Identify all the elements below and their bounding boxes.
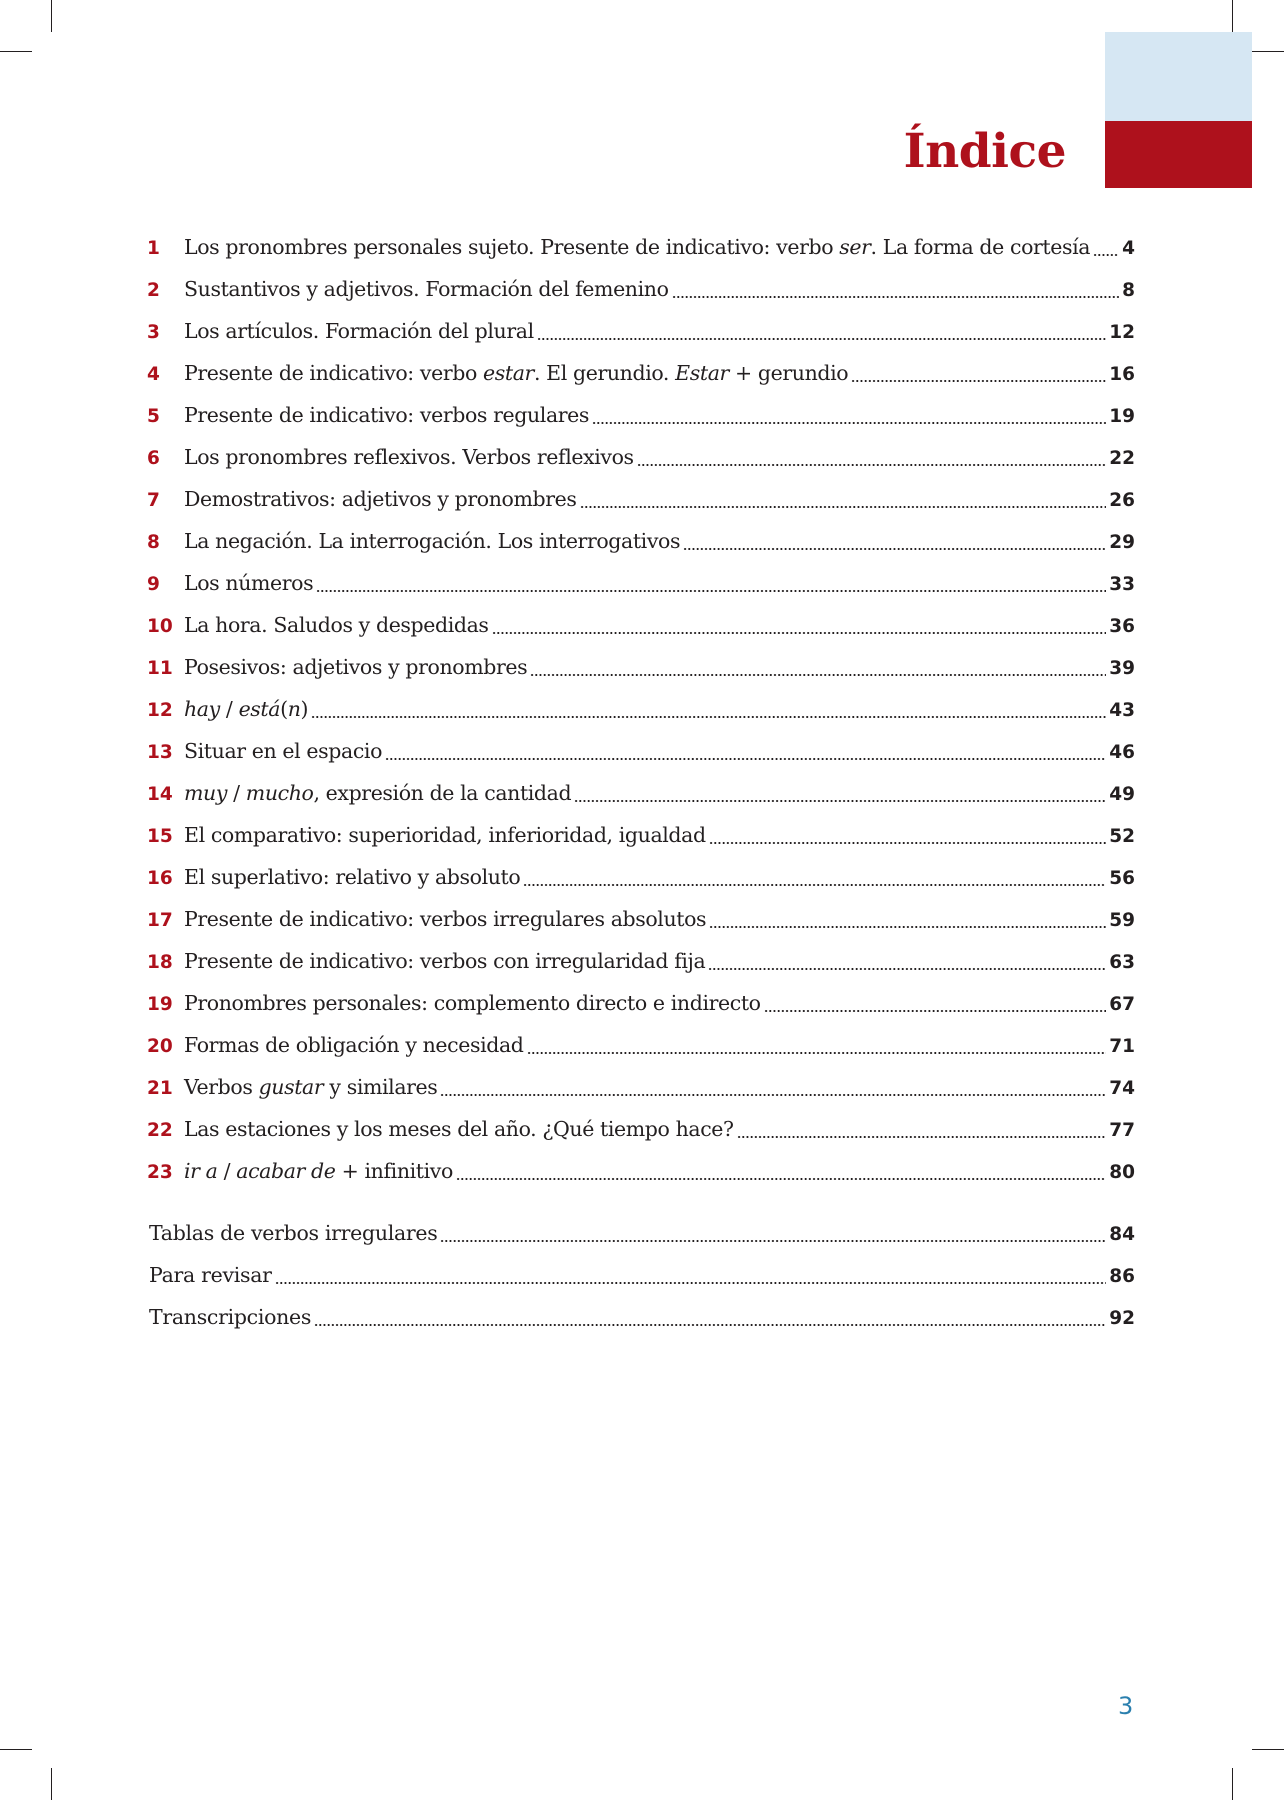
toc-entry [147, 898, 1135, 940]
chapter-title [184, 562, 313, 604]
appendix-entry [149, 1254, 1135, 1296]
toc-entry [147, 1024, 1135, 1066]
chapter-title-text: / [227, 781, 246, 805]
appendix-entry [149, 1212, 1135, 1254]
chapter-title-text: Presente de indicativo: verbos irregulares absolutos [184, 907, 707, 931]
dot-leader [764, 982, 1107, 1024]
chapter-title [184, 772, 571, 814]
chapter-title-text: El superlativo: relativo y absoluto [184, 865, 521, 889]
chapter-number: 14 [147, 784, 173, 805]
toc-entry [147, 394, 1135, 436]
chapter-title [184, 646, 527, 688]
crop-mark [1232, 0, 1233, 32]
toc-entry [147, 1066, 1135, 1108]
page-ref: 67 [1109, 994, 1135, 1015]
crop-mark [51, 1768, 52, 1800]
chapter-title-italic: muy [184, 781, 228, 805]
toc-entry [147, 688, 1135, 730]
header-light-block [1105, 32, 1252, 121]
chapter-number: 17 [147, 910, 173, 931]
chapter-title-text: La hora. Saludos y despedidas [184, 613, 489, 637]
chapter-title-text: Verbos [184, 1075, 259, 1099]
dot-leader [492, 604, 1107, 646]
dot-leader [456, 1150, 1106, 1192]
chapter-number: 2 [147, 280, 160, 301]
toc-entry [147, 730, 1135, 772]
page-ref: 46 [1109, 742, 1135, 763]
page-ref: 36 [1109, 616, 1135, 637]
toc-entry [147, 268, 1135, 310]
crop-mark [0, 51, 32, 52]
page-ref: 43 [1109, 700, 1135, 721]
chapter-title-italic: mucho [245, 781, 314, 805]
chapter-title-text: El comparativo: superioridad, inferioridad, igualdad [184, 823, 706, 847]
dot-leader [523, 856, 1106, 898]
chapter-title-text: Situar en el espacio [184, 739, 383, 763]
chapter-title [184, 730, 382, 772]
page-ref: 86 [1109, 1266, 1135, 1287]
crop-mark [1252, 51, 1284, 52]
chapter-title-text: Demostrativos: adjetivos y pronombres [184, 487, 577, 511]
toc-entry [147, 646, 1135, 688]
chapter-title-italic: acabar de [236, 1159, 336, 1183]
toc-entry [147, 1150, 1135, 1192]
page-ref: 16 [1109, 364, 1135, 385]
page-title: Índice [903, 124, 1066, 179]
chapter-title-text: Los pronombres personales sujeto. Presente de indicativo: verbo [184, 235, 840, 259]
toc-entry [147, 436, 1135, 478]
chapter-title-italic: n [287, 697, 301, 721]
page-ref: 39 [1109, 658, 1135, 679]
dot-leader [311, 688, 1106, 730]
appendix-title: Transcripciones [149, 1305, 312, 1329]
chapter-title-text: Los artículos. Formación del plural [184, 319, 534, 343]
dot-leader [314, 1296, 1106, 1338]
chapter-title [184, 268, 669, 310]
dot-leader [708, 940, 1106, 982]
dot-leader [709, 814, 1107, 856]
page-ref: 4 [1122, 238, 1135, 259]
chapter-title-text: Presente de indicativo: verbos con irregularidad fija [184, 949, 706, 973]
chapter-title [184, 1108, 734, 1150]
chapter-title-italic: ser [839, 235, 871, 259]
table-of-contents [147, 226, 1135, 1192]
chapter-title-text: + gerundio [728, 361, 849, 385]
chapter-number: 19 [147, 994, 173, 1015]
crop-mark [0, 1749, 32, 1750]
dot-leader [580, 478, 1107, 520]
chapter-title-italic: hay [184, 697, 220, 721]
chapter-title-italic: estar [483, 361, 534, 385]
appendix-list [149, 1212, 1135, 1338]
toc-entry [147, 982, 1135, 1024]
dot-leader [440, 1066, 1106, 1108]
page-ref: 49 [1109, 784, 1135, 805]
chapter-title-text: y similares [323, 1075, 438, 1099]
chapter-number: 18 [147, 952, 173, 973]
page-ref: 29 [1109, 532, 1135, 553]
chapter-title [184, 394, 589, 436]
toc-entry [147, 772, 1135, 814]
toc-entry [147, 562, 1135, 604]
toc-entry [147, 814, 1135, 856]
chapter-title-text: ) [300, 697, 309, 721]
chapter-title-text: / [219, 697, 239, 721]
dot-leader [440, 1212, 1106, 1254]
chapter-title [184, 856, 520, 898]
chapter-title [184, 982, 761, 1024]
chapter-number: 5 [147, 406, 160, 427]
page-ref: 52 [1109, 826, 1135, 847]
dot-leader [637, 436, 1107, 478]
chapter-title-text: Pronombres personales: complemento directo e indirecto [184, 991, 761, 1015]
toc-entry [147, 226, 1135, 268]
toc-entry [147, 940, 1135, 982]
dot-leader [672, 268, 1120, 310]
page-ref: 8 [1122, 280, 1135, 301]
page-ref: 56 [1109, 868, 1135, 889]
dot-leader [537, 310, 1107, 352]
chapter-number: 21 [147, 1078, 173, 1099]
appendix-title: Para revisar [149, 1263, 272, 1287]
chapter-title-text: ( [280, 697, 288, 721]
chapter-title-text: , expresión de la cantidad [313, 781, 572, 805]
page-ref: 63 [1109, 952, 1135, 973]
chapter-title [184, 1066, 437, 1108]
toc-entry [147, 1108, 1135, 1150]
page-ref: 19 [1109, 406, 1135, 427]
chapter-number: 8 [147, 532, 160, 553]
chapter-title [184, 1150, 453, 1192]
chapter-title-text: Presente de indicativo: verbo [184, 361, 484, 385]
chapter-title-text: Los números [184, 571, 314, 595]
chapter-number: 9 [147, 574, 160, 595]
dot-leader [530, 646, 1106, 688]
page-ref: 71 [1109, 1036, 1135, 1057]
dot-leader [527, 1024, 1107, 1066]
page-ref: 33 [1109, 574, 1135, 595]
dot-leader [275, 1254, 1107, 1296]
dot-leader [1093, 226, 1119, 268]
chapter-title [184, 814, 706, 856]
chapter-title-italic: gustar [258, 1075, 324, 1099]
dot-leader [316, 562, 1106, 604]
chapter-number: 3 [147, 322, 160, 343]
toc-entry [147, 856, 1135, 898]
crop-mark [1252, 1749, 1284, 1750]
chapter-title-text: Los pronombres reflexivos. Verbos reflexivos [184, 445, 634, 469]
chapter-title-text: Las estaciones y los meses del año. ¿Qué tiempo hace? [184, 1117, 734, 1141]
page-ref: 22 [1109, 448, 1135, 469]
header-red-block [1105, 121, 1252, 188]
chapter-title-text: / [217, 1159, 237, 1183]
chapter-title-text: . El gerundio. [533, 361, 676, 385]
dot-leader [851, 352, 1106, 394]
chapter-number: 11 [147, 658, 173, 679]
dot-leader [709, 898, 1106, 940]
chapter-title-text: Posesivos: adjetivos y pronombres [184, 655, 528, 679]
chapter-number: 1 [147, 238, 160, 259]
chapter-title-text: . La forma de cortesía [870, 235, 1091, 259]
chapter-title [184, 604, 489, 646]
dot-leader [592, 394, 1106, 436]
chapter-number: 6 [147, 448, 160, 469]
chapter-title [184, 940, 705, 982]
chapter-number: 20 [147, 1036, 173, 1057]
chapter-title-text: Sustantivos y adjetivos. Formación del femenino [184, 277, 669, 301]
chapter-title [184, 310, 534, 352]
chapter-title-text: La negación. La interrogación. Los interrogativos [184, 529, 681, 553]
page-ref: 84 [1109, 1224, 1135, 1245]
page-ref: 92 [1109, 1308, 1135, 1329]
chapter-number: 15 [147, 826, 173, 847]
chapter-number: 22 [147, 1120, 173, 1141]
chapter-title [184, 352, 848, 394]
chapter-title [184, 898, 706, 940]
chapter-title [184, 436, 634, 478]
chapter-number: 4 [147, 364, 160, 385]
page-ref: 59 [1109, 910, 1135, 931]
chapter-number: 23 [147, 1162, 173, 1183]
page-ref: 26 [1109, 490, 1135, 511]
page-ref: 12 [1109, 322, 1135, 343]
toc-entry [147, 604, 1135, 646]
page-number: 3 [1118, 1692, 1134, 1720]
chapter-number: 7 [147, 490, 160, 511]
toc-entry [147, 310, 1135, 352]
chapter-title-text: Presente de indicativo: verbos regulares [184, 403, 590, 427]
chapter-number: 16 [147, 868, 173, 889]
appendix-entry [149, 1296, 1135, 1338]
page-ref: 77 [1109, 1120, 1135, 1141]
dot-leader [737, 1108, 1107, 1150]
chapter-title [184, 688, 308, 730]
chapter-number: 12 [147, 700, 173, 721]
chapter-number: 13 [147, 742, 173, 763]
page-ref: 74 [1109, 1078, 1135, 1099]
appendix-title: Tablas de verbos irregulares [149, 1221, 438, 1245]
page-ref: 80 [1109, 1162, 1135, 1183]
crop-mark [51, 0, 52, 32]
chapter-title-text: + infinitivo [335, 1159, 453, 1183]
toc-entry [147, 520, 1135, 562]
crop-mark [1232, 1768, 1233, 1800]
chapter-title [184, 1024, 524, 1066]
toc-entry [147, 352, 1135, 394]
chapter-number: 10 [147, 616, 173, 637]
chapter-title-italic: está [238, 697, 281, 721]
chapter-title-text: Formas de obligación y necesidad [184, 1033, 524, 1057]
chapter-title-italic: ir a [184, 1159, 218, 1183]
dot-leader [683, 520, 1106, 562]
toc-entry [147, 478, 1135, 520]
chapter-title-italic: Estar [675, 361, 729, 385]
dot-leader [574, 772, 1106, 814]
chapter-title [184, 226, 1090, 268]
chapter-title [184, 520, 680, 562]
dot-leader [385, 730, 1106, 772]
chapter-title [184, 478, 577, 520]
